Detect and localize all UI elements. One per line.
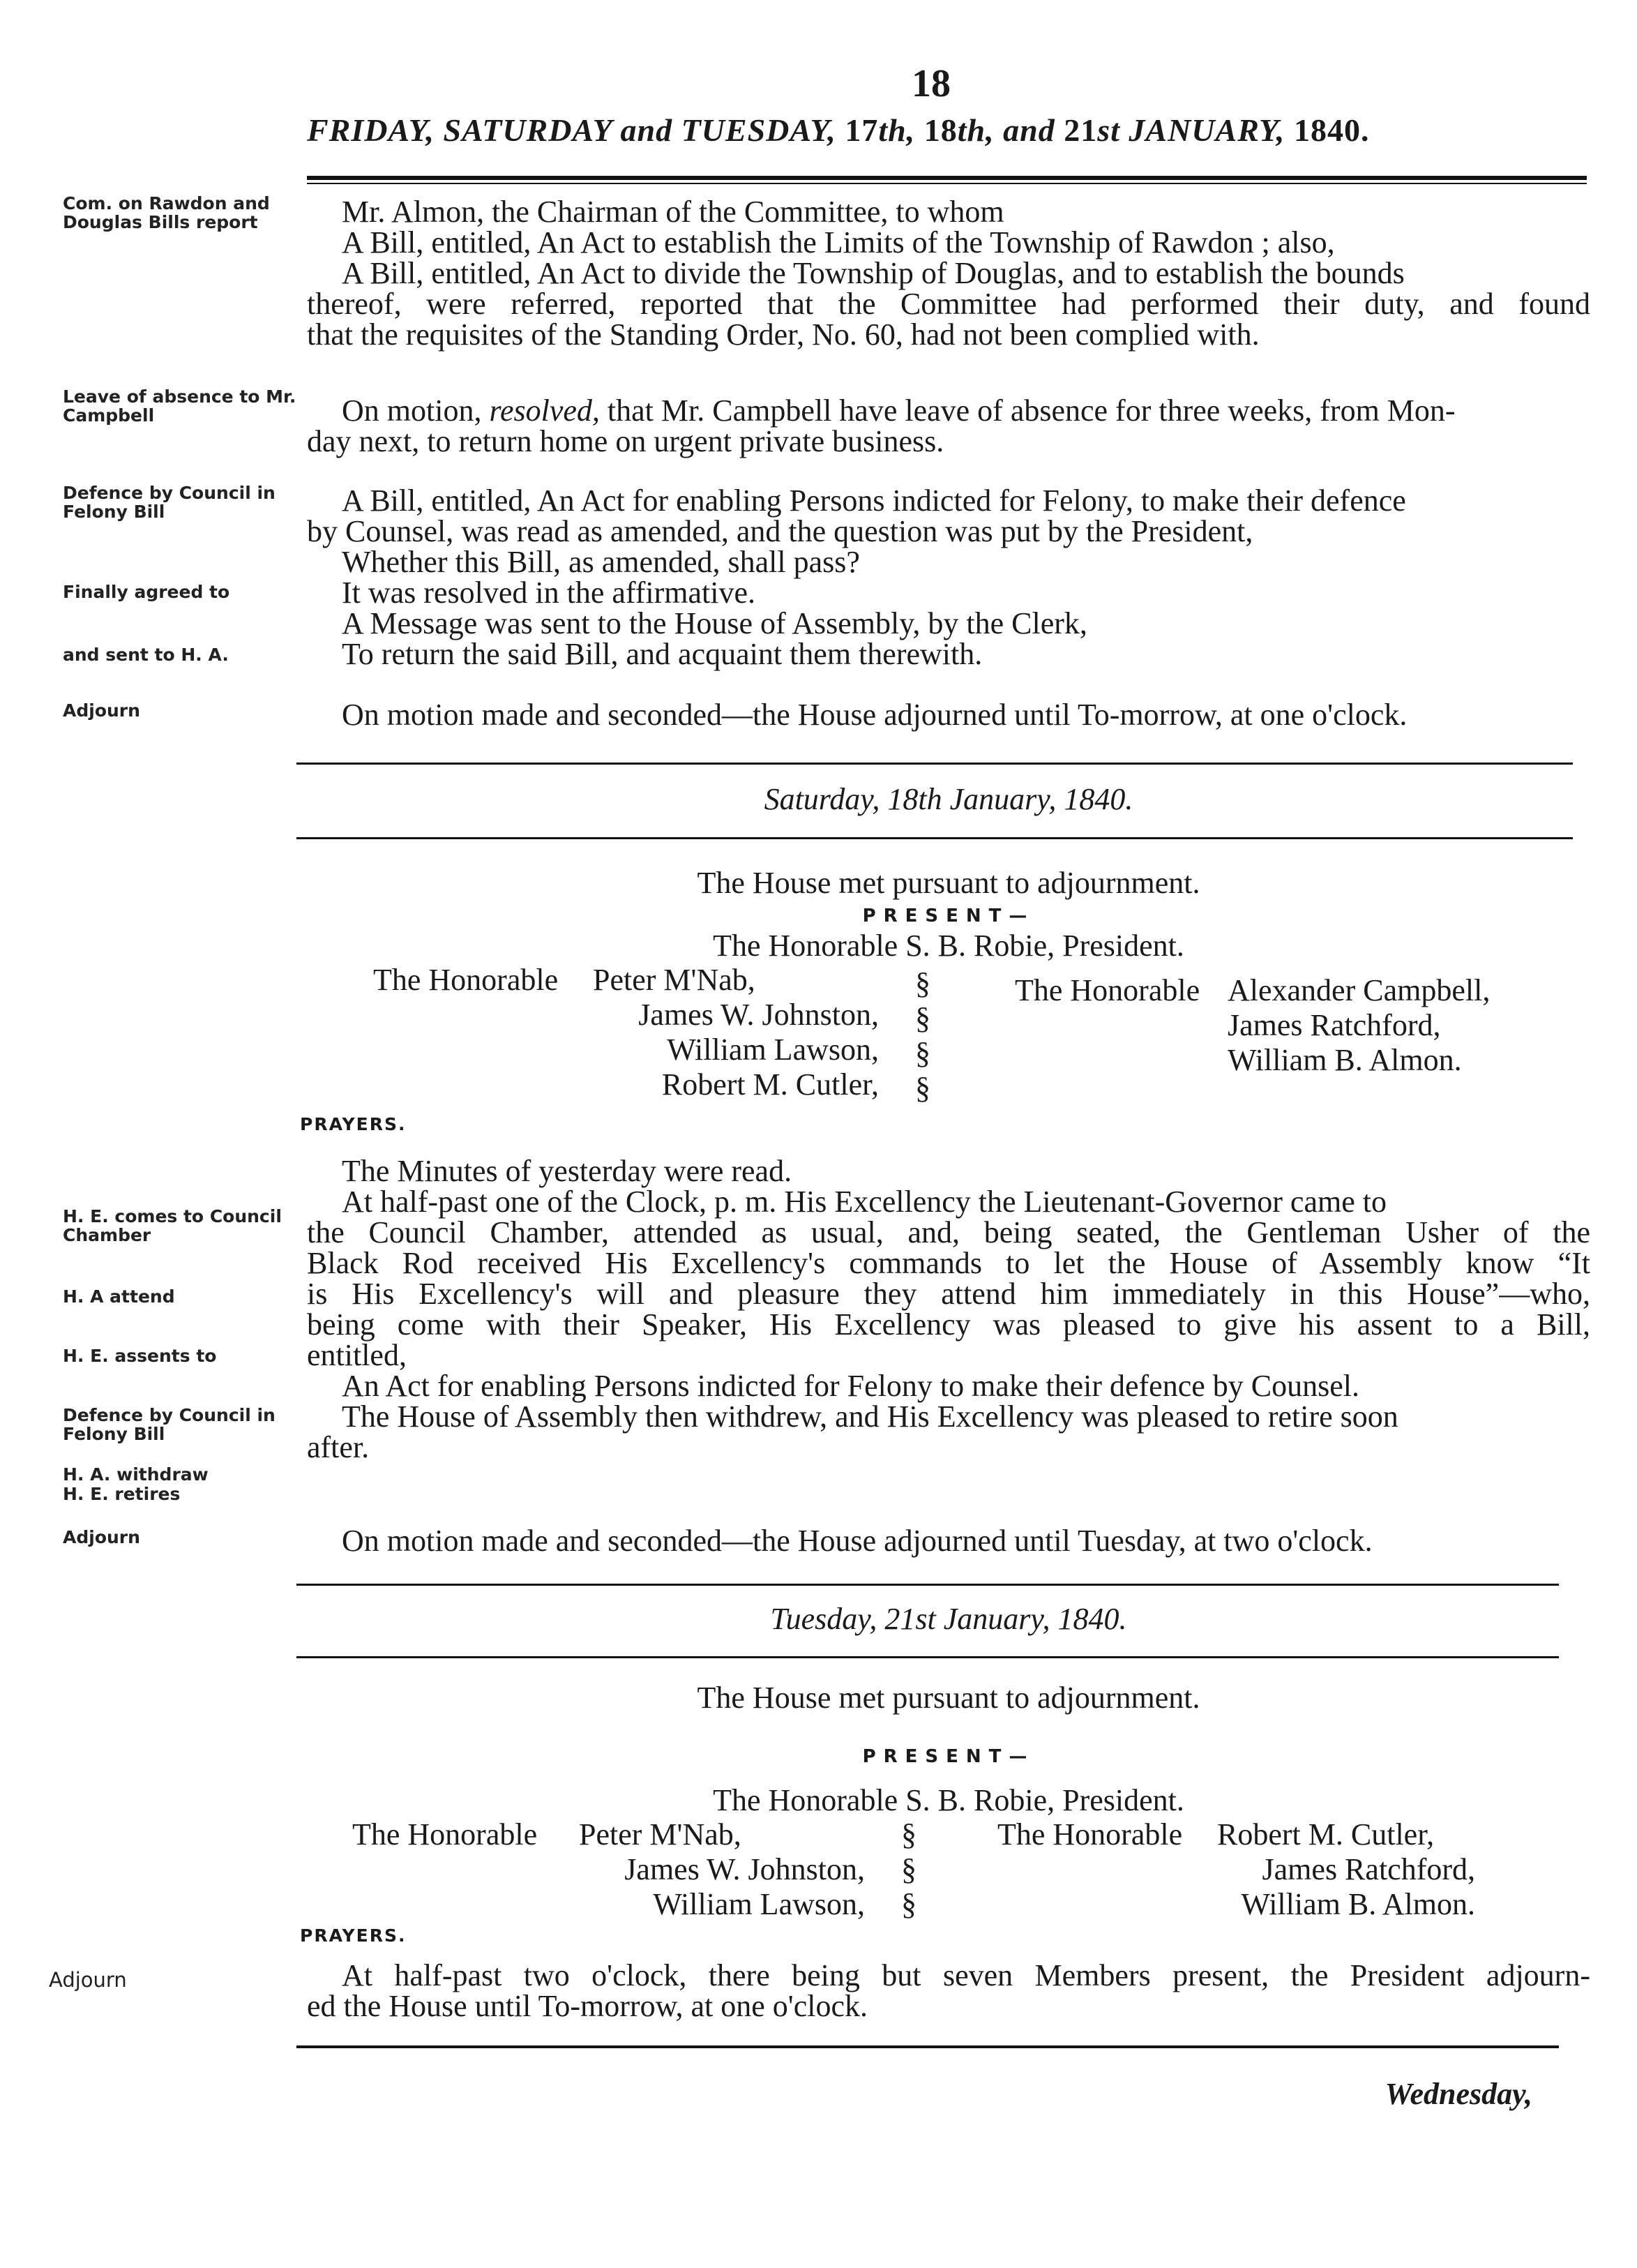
margin-finally-agreed: Finally agreed to — [63, 582, 230, 602]
text-line: A Bill, entitled, An Act to establish the Limits of the Township of Rawdon ; also, — [342, 225, 1335, 260]
margin-leave-absence: Leave of absence to Mr. Campbell — [63, 386, 296, 426]
section-mark: § — [915, 1071, 930, 1105]
section-mark: § — [915, 1036, 930, 1070]
margin-adjourn-friday: Adjourn — [63, 700, 140, 721]
catchword: Wednesday, — [1385, 2077, 1532, 2111]
section-mark-column — [915, 966, 930, 1106]
text-line: A Bill, entitled, An Act to divide the Township of Douglas, and to establish the bounds — [342, 256, 1405, 290]
page-header — [307, 112, 1590, 149]
header-rule-thin — [307, 183, 1587, 184]
text-run-italic: resolved, — [489, 393, 600, 428]
text-line: Mr. Almon, the Chairman of the Committee, to whom — [342, 195, 1004, 229]
text-line: day next, to return home on urgent private business. — [307, 424, 944, 458]
text-line: On motion made and seconded—the House adjourned until To-morrow, at one o'clock. — [342, 698, 1408, 732]
tuesday-date — [307, 1601, 1590, 1637]
text-line: by Counsel, was read as amended, and the question was put by the President, — [307, 514, 1253, 548]
member-name: William Lawson, — [667, 1032, 879, 1067]
saturday-left-members — [551, 963, 879, 1102]
margin-he-assents: H. E. assents to — [63, 1346, 217, 1366]
tuesday-left-title: The Honorable — [352, 1817, 538, 1852]
member-name: James W. Johnston, — [638, 998, 879, 1032]
text-line: Whether this Bill, as amended, shall pass? — [342, 545, 860, 579]
margin-defence-bill: Defence by Council in Felony Bill — [63, 483, 276, 522]
section-mark: § — [901, 1887, 916, 1921]
tuesday-house-met: The House met pursuant to adjournment. — [697, 1681, 1200, 1715]
section-rule — [296, 1656, 1559, 1658]
margin-adjourn-tuesday: Adjourn — [49, 1968, 127, 1992]
member-name: Peter M'Nab, — [593, 963, 755, 997]
saturday-president: The Honorable S. B. Robie, President. — [713, 929, 1184, 963]
header-year: 1840. — [1293, 112, 1370, 148]
text-line: the Council Chamber, attended as usual, and, being seated, the Gentleman Usher of the — [307, 1215, 1590, 1249]
member-name: James Ratchford, — [1228, 1008, 1441, 1042]
header-suffix-2: th, and — [957, 112, 1055, 148]
section-mark: § — [901, 1852, 916, 1886]
saturday-date — [307, 781, 1590, 817]
section-rule — [296, 837, 1573, 839]
text-line: The Minutes of yesterday were read. — [342, 1154, 792, 1188]
margin-ha-attend: H. A attend — [63, 1286, 175, 1307]
saturday-prayers: PRAYERS. — [300, 1114, 407, 1134]
margin-he-comes: H. E. comes to Council Chamber — [63, 1206, 282, 1245]
text-line: A Bill, entitled, An Act for enabling Persons indicted for Felony, to make their defence — [342, 483, 1406, 518]
saturday-proceedings — [307, 1156, 1590, 1463]
date-text: Saturday, 18 — [764, 782, 919, 816]
tuesday-present-label: PRESENT— — [862, 1746, 1035, 1767]
header-day-21: 21 — [1064, 112, 1098, 148]
saturday-present-label: PRESENT— — [862, 906, 1035, 926]
tuesday-president: The Honorable S. B. Robie, President. — [713, 1783, 1184, 1817]
date-suffix: th — [918, 782, 942, 816]
date-text: January, 1840. — [935, 1602, 1127, 1636]
member-name: Robert M. Cutler, — [1217, 1817, 1435, 1852]
text-line: To return the said Bill, and acquaint them therewith. — [342, 637, 983, 671]
text-line: thereof, were referred, reported that the Committee had performed their duty, and found — [307, 287, 1590, 321]
header-month: JANUARY, — [1129, 112, 1285, 148]
saturday-right-title: The Honorable — [1015, 973, 1200, 1007]
member-name: Peter M'Nab, — [579, 1817, 741, 1852]
header-rule — [307, 176, 1587, 180]
text-line: that the requisites of the Standing Order, No. 60, had not been complied with. — [307, 317, 1260, 352]
friday-adjourn-paragraph — [307, 700, 1590, 730]
header-day-17: 17 — [845, 112, 879, 148]
text-line: Black Rod received His Excellency's commands to let the House of Assembly know “It — [307, 1246, 1590, 1280]
section-mark: § — [901, 1817, 916, 1852]
date-text: January, 1840. — [942, 782, 1133, 816]
date-suffix: st — [915, 1602, 936, 1636]
section-rule — [296, 763, 1573, 765]
text-line: The House of Assembly then withdrew, and His Excellency was pleased to retire soon — [342, 1399, 1398, 1434]
margin-defence-council: Defence by Council in Felony Bill — [63, 1405, 276, 1444]
margin-rawdon-douglas-report: Com. on Rawdon and Douglas Bills report — [63, 193, 270, 232]
text-line: being come with their Speaker, His Excellency was pleased to give his assent to a Bill, — [307, 1307, 1590, 1342]
member-name: James W. Johnston, — [624, 1852, 865, 1886]
text-line: is His Excellency's will and pleasure they attend him immediately in this House”—who, — [307, 1277, 1590, 1311]
member-name: William B. Almon. — [1241, 1887, 1475, 1921]
text-line: after. — [307, 1430, 370, 1464]
member-name: Alexander Campbell, — [1228, 973, 1491, 1007]
section-rule — [296, 1584, 1559, 1586]
member-name: William Lawson, — [653, 1887, 865, 1921]
header-days: FRIDAY, SATURDAY and TUESDAY, — [307, 112, 836, 148]
tuesday-adjourn-paragraph — [307, 1960, 1590, 2022]
tuesday-right-members — [1217, 1817, 1475, 1922]
margin-he-retires: H. E. retires — [63, 1484, 181, 1504]
tuesday-prayers: PRAYERS. — [300, 1925, 407, 1946]
text-line: A Message was sent to the House of Assembly, by the Clerk, — [342, 606, 1087, 640]
text-run: that Mr. Campbell have leave of absence for three weeks, from Mon- — [599, 393, 1456, 428]
section-mark: § — [915, 1001, 930, 1035]
member-name: James Ratchford, — [1262, 1852, 1475, 1886]
saturday-left-title: The Honorable — [373, 963, 559, 997]
defence-paragraph — [307, 483, 1590, 671]
text-line: ed the House until To-morrow, at one o'clock. — [307, 1989, 868, 2023]
header-day-18: 18 — [923, 112, 958, 148]
page-number: 18 — [912, 62, 951, 105]
text-line: An Act for enabling Persons indicted for Felony to make their defence by Counsel. — [342, 1369, 1359, 1403]
section-rule — [296, 2045, 1559, 2048]
text-run: On motion, — [342, 393, 490, 428]
text-line: On motion made and seconded—the House adjourned until Tuesday, at two o'clock. — [342, 1524, 1373, 1558]
header-suffix-3: st — [1097, 112, 1120, 148]
text-line: entitled, — [307, 1338, 407, 1372]
member-name: William B. Almon. — [1228, 1043, 1462, 1077]
header-suffix-1: th, — [878, 112, 916, 148]
leave-paragraph — [307, 393, 1590, 458]
saturday-adjourn-paragraph — [307, 1526, 1590, 1556]
saturday-house-met: The House met pursuant to adjournment. — [697, 866, 1200, 900]
text-line: It was resolved in the affirmative. — [342, 576, 755, 610]
date-text: Tuesday, 21 — [770, 1602, 916, 1636]
section-mark: § — [915, 966, 930, 1000]
margin-sent-to-ha: and sent to H. A. — [63, 645, 229, 665]
member-name: Robert M. Cutler, — [661, 1067, 879, 1102]
rawdon-report-paragraph — [307, 197, 1590, 350]
section-mark-column — [901, 1817, 916, 1922]
margin-adjourn-saturday: Adjourn — [63, 1527, 140, 1547]
tuesday-right-title: The Honorable — [997, 1817, 1183, 1852]
tuesday-left-members — [530, 1817, 865, 1922]
saturday-right-members — [1228, 973, 1490, 1078]
margin-ha-withdraw: H. A. withdraw — [63, 1464, 209, 1485]
text-line: At half-past two o'clock, there being but seven Members present, the President adjourn- — [342, 1958, 1590, 1992]
text-line: At half-past one of the Clock, p. m. His Excellency the Lieutenant-Governor came to — [342, 1185, 1387, 1219]
